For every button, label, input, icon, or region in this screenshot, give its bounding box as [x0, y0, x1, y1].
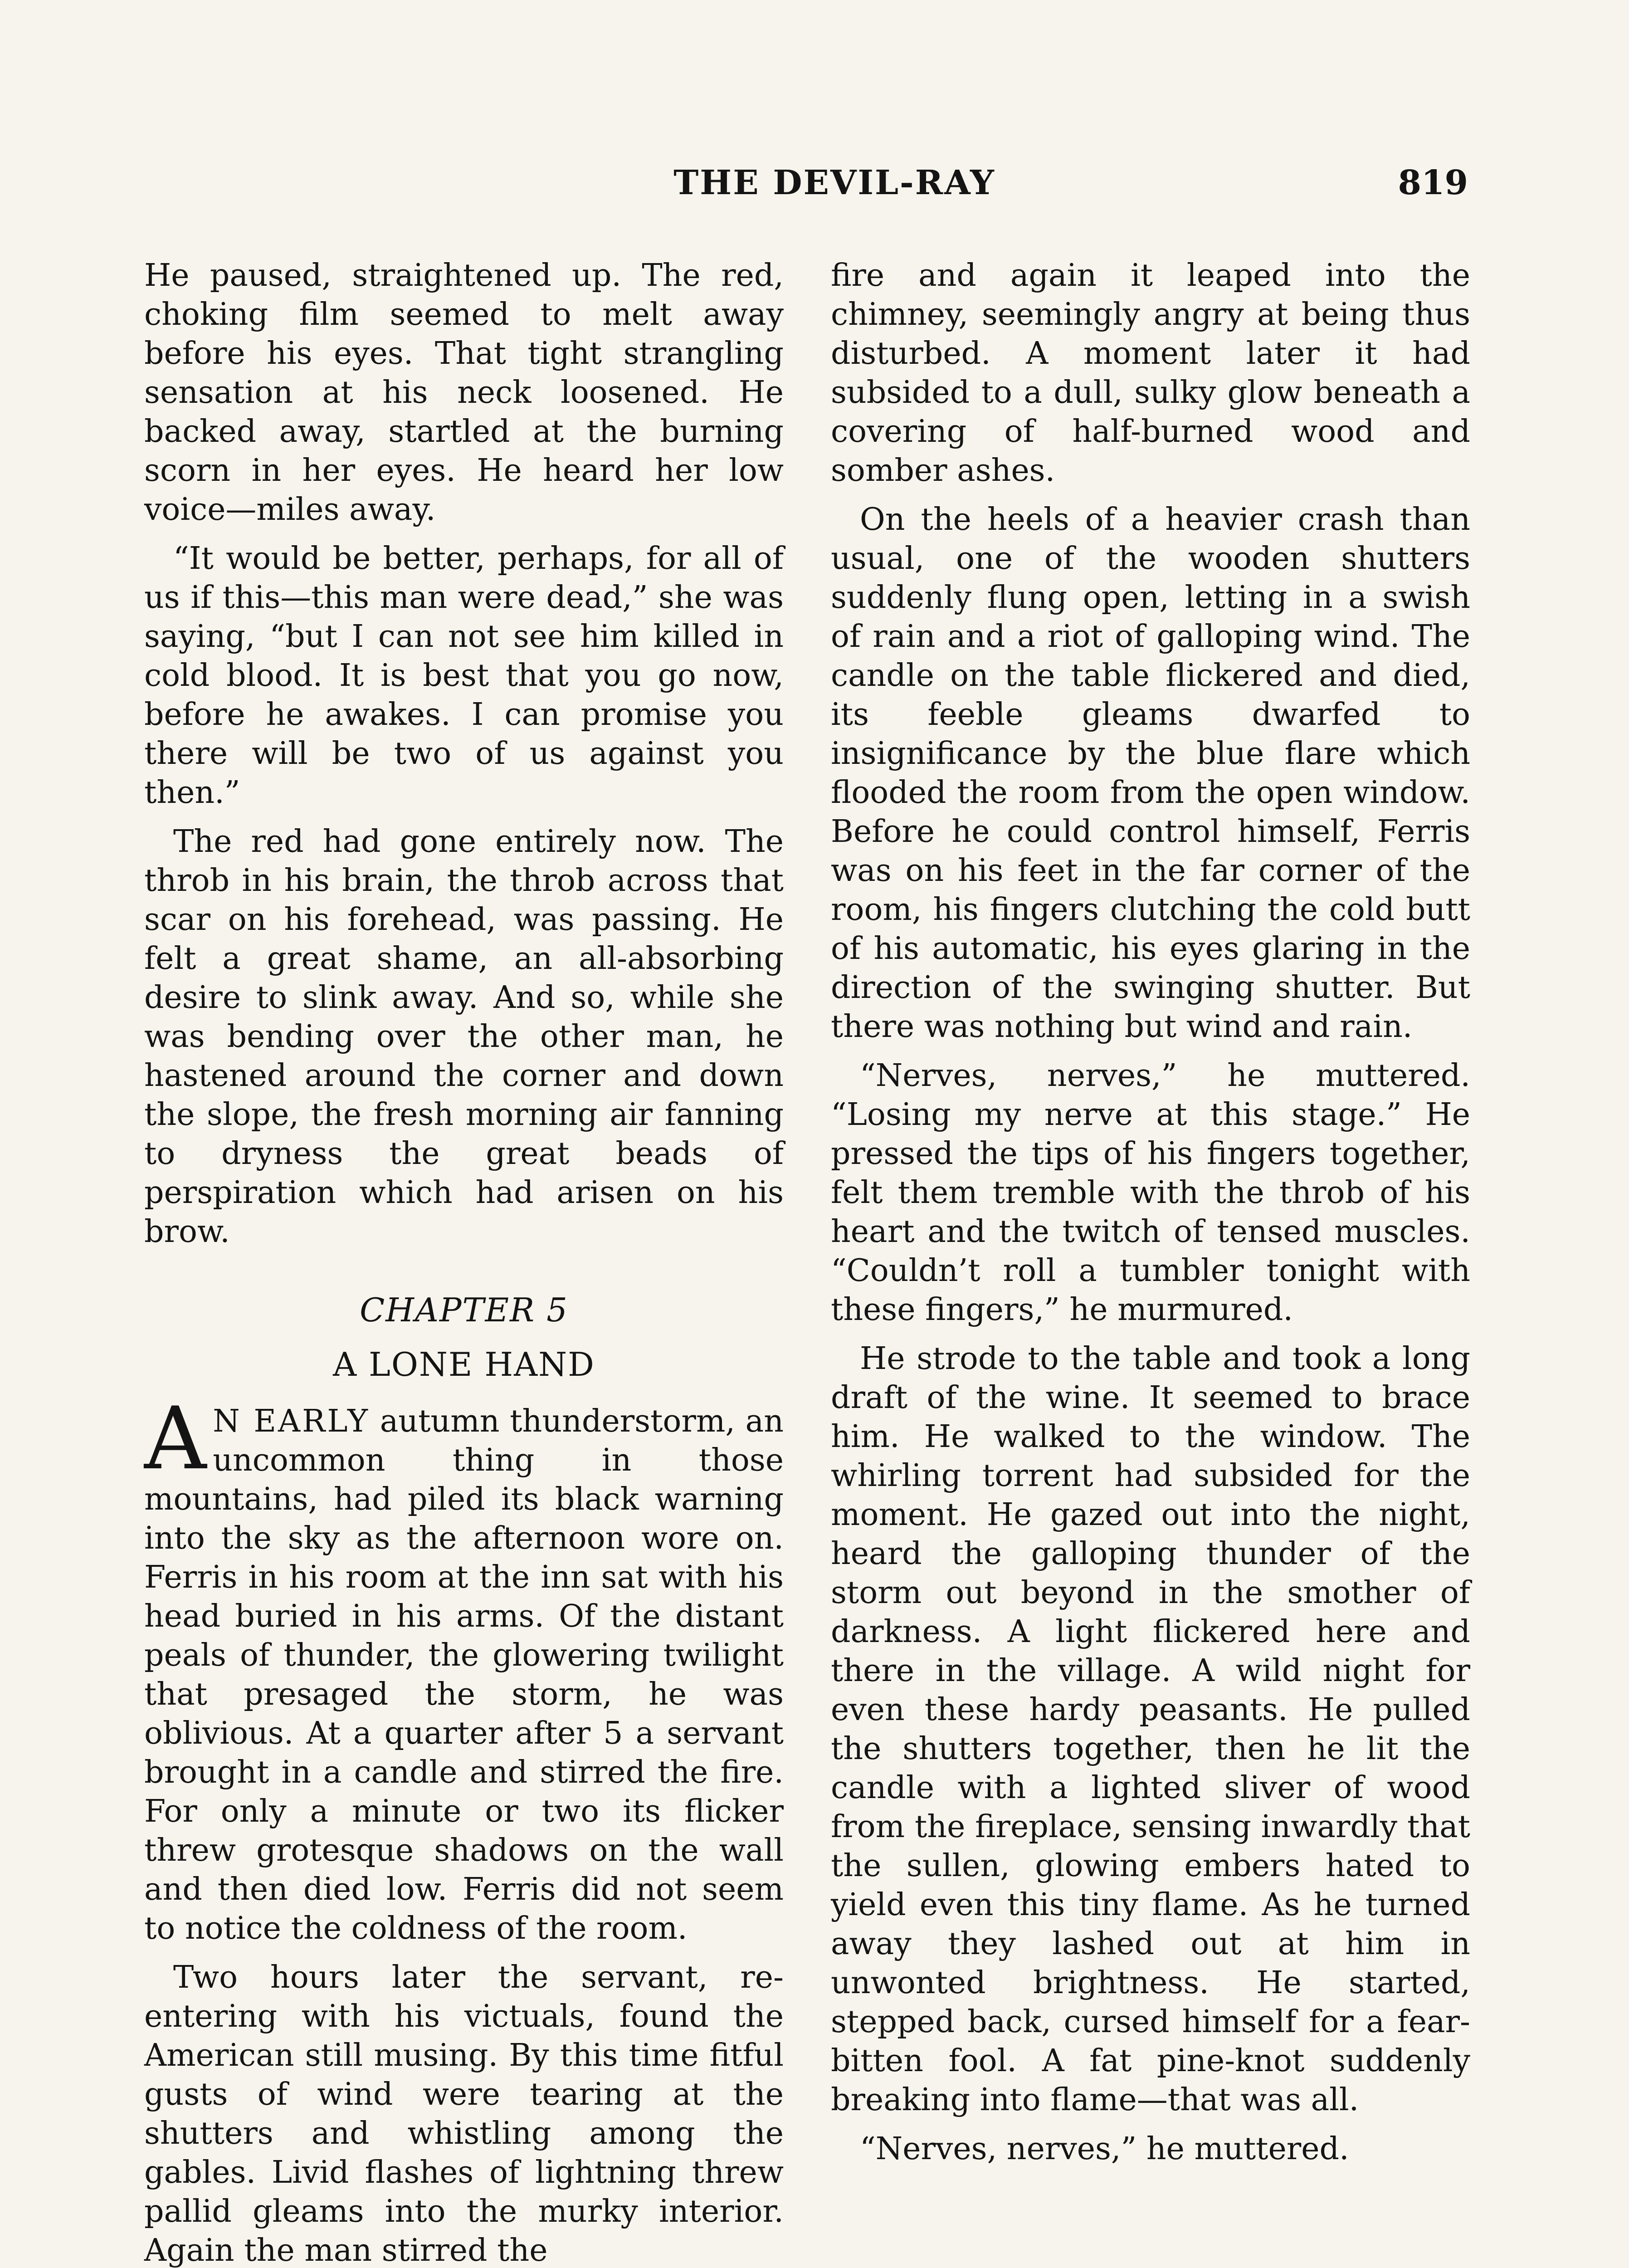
paragraph: Two hours later the servant, re-entering with his victuals, found the American still musing. By this time fitful gusts of wind were tearing at the shutters and whistling among the gables. Livid flashes of lightning threw pallid gleams into the murky interior. Again the man stirred the: [144, 1960, 784, 2268]
paragraph: “Nerves, nerves,” he muttered. “Losing my nerve at this stage.” He pressed the tips of his fingers together, felt them tremble with the throb of his heart and the twitch of tensed muscles. “Couldn’t roll a tumbler tonight with these fingers,” he murmured.: [831, 1058, 1470, 1328]
opening-small-caps: N EARLY: [213, 1403, 370, 1439]
chapter-number: CHAPTER 5: [360, 1291, 568, 1329]
chapter-opening-paragraph: [144, 1388, 784, 1948]
paragraph: He strode to the table and took a long draft of the wine. It seemed to brace him. He walked to the window. The whirling torrent had subsided for the moment. He gazed out into the night, heard the galloping thunder of the storm out beyond in the smother of darkness. A light flickered here and there in the village. A wild night for even these hardy peasants. He pulled the shutters together, then he lit the candle with a lighted sliver of wood from the fireplace, sensing inwardly that the sullen, glowing embers hated to yield even this tiny flame. As he turned away they lashed out at him in unwonted brightness. He started, stepped back, cursed himself for a fear-bitten fool. A fat pine-knot suddenly breaking into flame—that was all.: [831, 1341, 1470, 2118]
paragraph: “Nerves, nerves,” he muttered.: [860, 2131, 1349, 2167]
left-text-column: [144, 256, 784, 2268]
paragraph: On the heels of a heavier crash than usual, one of the wooden shutters suddenly flung open, letting in a swish of rain and a riot of galloping wind. The candle on the table flickered and died, its feeble gleams dwarfed to insignificance by the blue flare which flooded the room from the open window. Before he could control himself, Ferris was on his feet in the far corner of the room, his fingers clutching the cold butt of his automatic, his eyes glaring in the direction of the swinging shutter. But there was nothing but wind and rain.: [831, 502, 1470, 1045]
right-text-column: [831, 256, 1470, 2179]
running-title: THE DEVIL-RAY: [673, 163, 995, 202]
opening-text: autumn thunderstorm, an uncommon thing in those mountains, had piled its black warning into the sky as the afternoon wore on. Ferris in his room at the inn sat with his head buried in his arms. Of the distant peals of thunder, the glowering twilight that presaged the storm, he was oblivious. At a quarter after 5 a servant brought in a candle and stirred the fire. For only a minute or two its flicker threw grotesque shadows on the wall and then died low. Ferris did not seem to notice the coldness of the room.: [144, 1403, 784, 1946]
drop-cap: A: [144, 1388, 207, 1489]
paragraph: “It would be better, perhaps, for all of us if this—this man were dead,” she was saying, “but I can not see him killed in cold blood. It is best that you go now, before he awakes. I can promise you there will be two of us against you then.”: [144, 541, 784, 811]
page-number: 819: [1398, 163, 1468, 202]
continued-paragraph: fire and again it leaped into the chimney, seemingly angry at being thus disturbed. A moment later it had subsided to a dull, sulky glow beneath a covering of half-burned wood and somber ashes.: [831, 258, 1470, 489]
chapter-title: A LONE HAND: [333, 1345, 595, 1383]
paragraph: He paused, straightened up. The red, choking film seemed to melt away before his eyes. That tight strangling sensation at his neck loosened. He backed away, startled at the burning scorn in her eyes. He heard her low voice—miles away.: [144, 258, 784, 528]
paragraph: The red had gone entirely now. The throb in his brain, the throb across that scar on his forehead, was passing. He felt a great shame, an all-absorbing desire to slink away. And so, while she was bending over the other man, he hastened around the corner and down the slope, the fresh morning air fanning to dryness the great beads of perspiration which had arisen on his brow.: [144, 824, 784, 1250]
